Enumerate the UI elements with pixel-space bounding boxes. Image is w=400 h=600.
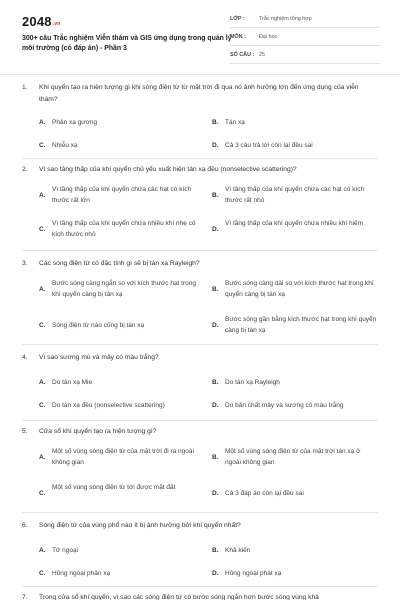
question-stem: Trong cửa sổ khí quyển, vì sao các sóng điện từ có bước sóng ngắn hơn bước sóng vùng khả [39, 594, 319, 600]
question-separator [22, 512, 378, 513]
option-letter: B. [212, 379, 219, 386]
question-text [22, 426, 372, 438]
meta-key: MÔN : [230, 34, 246, 40]
meta-key: LỚP : [230, 16, 245, 22]
option-text: Hồng ngoại phản xạ [52, 570, 111, 577]
option-letter: D. [212, 402, 219, 409]
option-letter: A. [39, 547, 46, 554]
question-number: 2. [22, 166, 28, 173]
option-letter: D. [212, 142, 219, 149]
option-letter: D. [212, 570, 219, 577]
option-text: Do tán xạ đều (nonselective scattering) [52, 402, 165, 409]
option-text: Một số vùng sóng điện từ của mặt trời đi ra ngoài không gian [52, 448, 194, 466]
option-letter: D. [212, 490, 219, 497]
question-number: 1. [22, 84, 28, 91]
question-stem: Khí quyển tạo ra hiện tượng gì khi sóng điện từ từ mặt trời đi qua nó ảnh hưởng lớn đến ứng dụng của viễn thám? [39, 84, 359, 103]
question-separator [22, 344, 378, 345]
site-logo[interactable] [22, 14, 61, 29]
option-letter: C. [39, 142, 46, 149]
option-letter: A. [39, 119, 46, 126]
question-number: 7. [22, 594, 28, 600]
option-text: Cả 3 đáp án còn lại đều sai [225, 490, 304, 497]
question-text [22, 520, 372, 532]
option-text: Bước sóng gần bằng kích thước hạt trong khí quyển càng bị tán xạ [225, 316, 377, 334]
option-text: Bước sóng càng ngắn so với kích thước hạt trong khí quyển càng bị tán xạ [52, 280, 196, 298]
question-text [22, 592, 372, 600]
option-text: Vì tầng thấp của khí quyển chứa nhiều khí nhẹ có kích thước nhỏ [52, 220, 196, 238]
meta-value: Đại học [259, 34, 278, 40]
option-letter: B. [212, 192, 219, 199]
option-letter: A. [39, 379, 46, 386]
option-text: Vì tầng thấp của khí quyển chứa các hạt có kích thước rất nhỏ [225, 186, 365, 204]
option-text: Một số vùng sóng điện từ tới được mặt đất [52, 484, 176, 491]
option-text: Do tán xạ Mie [52, 379, 93, 386]
meta-class-row [230, 14, 380, 28]
question-stem: Các sóng điện từ có đặc tính gì sẽ bị tán xạ Rayleigh? [39, 260, 200, 267]
meta-value: 25 [259, 52, 265, 58]
question-text [22, 352, 372, 364]
option-letter: B. [212, 454, 219, 461]
question-number: 6. [22, 522, 28, 529]
option-text: Khả kiến [225, 547, 251, 554]
question-stem: Sóng điện từ của vùng phổ nào ít bị ảnh hưởng bởi khí quyển nhất? [39, 522, 241, 529]
option-text: Do bản chất mây và sương có màu trắng [225, 402, 344, 409]
option-text: Bước sóng càng dài so với kích thước hạt trong khí quyển càng bị tán xạ [225, 280, 374, 298]
question-stem: Vì sao sương mù và mây có màu trắng? [39, 354, 159, 361]
option-letter: A. [39, 286, 46, 293]
option-text: Hồng ngoại phát xạ [225, 570, 282, 577]
option-letter: C. [39, 570, 46, 577]
option-letter: C. [39, 490, 46, 497]
question-stem: Cửa sổ khí quyển tạo ra hiện tượng gì? [39, 428, 157, 435]
meta-key: SỐ CÂU : [230, 52, 255, 58]
option-letter: D. [212, 322, 219, 329]
question-separator [22, 250, 378, 251]
question-number: 3. [22, 260, 28, 267]
meta-count-row [230, 50, 380, 64]
option-letter: A. [39, 454, 46, 461]
question-separator [22, 586, 378, 587]
question-separator [22, 158, 378, 159]
option-letter: D. [212, 226, 219, 233]
page-title: 300+ câu Trắc nghiệm Viễn thám và GIS ứng dụng trong quản lý môi trường (có đáp án) - Phần 3 [22, 35, 232, 52]
question-separator [22, 420, 378, 421]
option-letter: B. [212, 286, 219, 293]
meta-subject-row [230, 32, 380, 46]
meta-value: Trắc nghiệm tổng hợp [259, 16, 312, 22]
quiz-meta [230, 14, 380, 68]
option-text: Một số vùng sóng điện từ của mặt trời tán xạ ở ngoài không gian [225, 448, 361, 466]
option-text: Vì tầng thấp của khí quyển chứa nhiều khí hiếm [225, 220, 364, 227]
question-number: 4. [22, 354, 28, 361]
option-text: Vì tầng thấp của khí quyển chứa các hạt có kích thước rất lớn [52, 186, 192, 204]
option-letter: C. [39, 226, 46, 233]
option-text: Tử ngoại [52, 547, 79, 554]
question-text [22, 258, 372, 270]
option-text: Nhiễu xạ [52, 142, 78, 149]
option-text: Cả 3 câu trả lời còn lại đều sai [225, 142, 313, 149]
logo-suffix: .vn [52, 21, 61, 27]
logo-main: 2048 [22, 14, 52, 29]
header-divider [0, 74, 400, 75]
option-text: Do tán xạ Rayleigh [225, 379, 280, 386]
option-text: Sóng điện từ nào cũng bị tán xạ [52, 322, 145, 329]
question-stem: Vì sao tầng thấp của khí quyển chủ yếu xuất hiện tán xạ đều (nonselective scattering)? [39, 166, 297, 173]
question-text [22, 82, 372, 103]
option-letter: A. [39, 192, 46, 199]
option-text: Phản xạ gương [52, 119, 98, 126]
option-letter: C. [39, 402, 46, 409]
question-text [22, 164, 372, 176]
option-letter: B. [212, 547, 219, 554]
option-letter: B. [212, 119, 219, 126]
option-letter: C. [39, 322, 46, 329]
question-number: 5. [22, 428, 28, 435]
option-text: Tán xạ [225, 119, 245, 126]
